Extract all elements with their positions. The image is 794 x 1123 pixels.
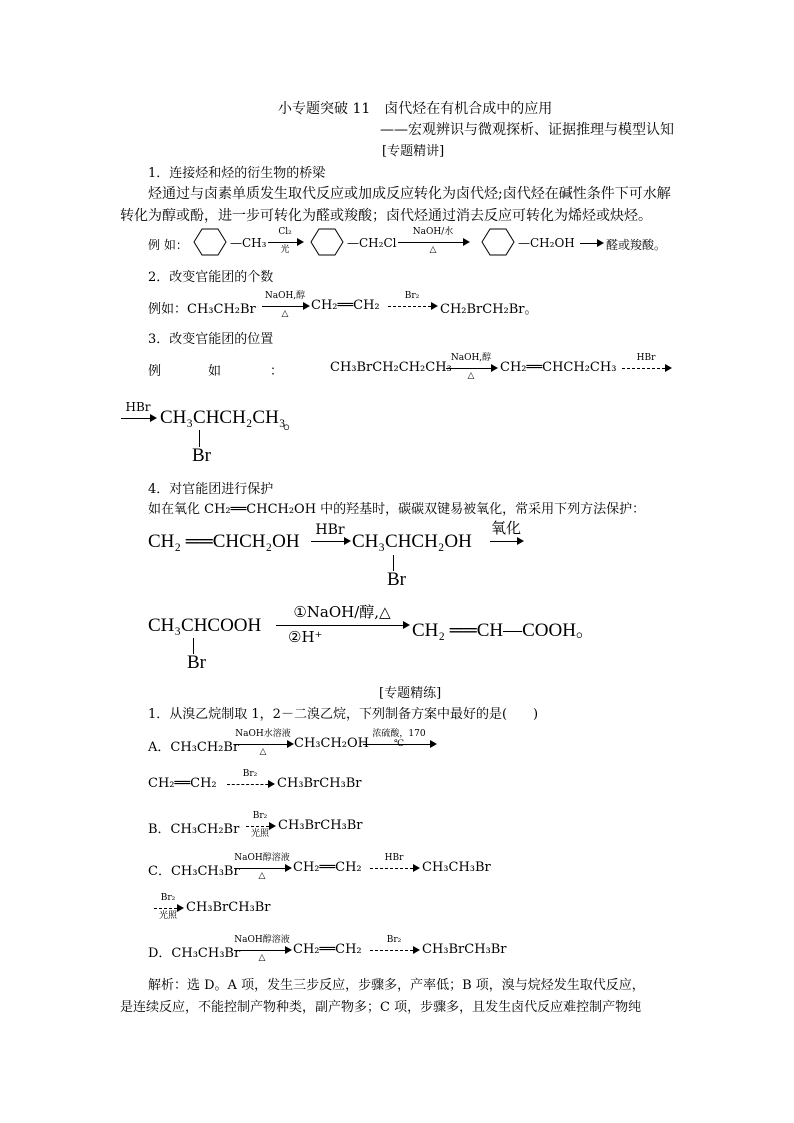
hydroxymethyl-group: —CH₂OH xyxy=(518,236,575,250)
option-c-ethene: CH₂══CH₂ xyxy=(293,860,362,875)
aldehyde-acid-text: 醛或羧酸。 xyxy=(606,238,667,252)
example-label-1: 例 如： xyxy=(148,238,188,252)
s2-ethene: CH₂══CH₂ xyxy=(311,298,380,313)
heading-3: 3．改变官能团的位置 xyxy=(148,332,274,347)
benzene-ring-1 xyxy=(188,227,232,257)
chloromethyl-group: —CH₂Cl xyxy=(347,236,397,250)
benzene-ring-2 xyxy=(305,227,349,257)
page-title: 小专题突破 11 卤代烃在有机合成中的应用 xyxy=(278,101,553,117)
answer-line-1: 解析：选 D。A 项，发生三步反应，步骤多，产率低；B 项，溴与烷烃发生取代反应， xyxy=(148,978,645,993)
option-b-product: CH₃BrCH₃Br xyxy=(278,818,363,833)
option-d-start: D．CH₃CH₃Br xyxy=(148,946,241,961)
question-1: 1．从溴乙烷制取 1，2－二溴乙烷，下列制备方案中最好的是( ) xyxy=(148,707,539,722)
option-d-ethene: CH₂══CH₂ xyxy=(293,942,362,957)
option-c-product: CH₃BrCH₃Br xyxy=(186,900,271,915)
paragraph-1-line1: 烃通过与卤素单质发生取代反应或加成反应转化为卤代烃;卤代烃在碱性条件下可水解 xyxy=(148,186,671,202)
s4-bromo-acid: CH₃CHCOOH xyxy=(148,615,262,636)
option-a-start: A．CH₃CH₂Br xyxy=(148,740,240,755)
option-b-start: B．CH₃CH₂Br xyxy=(148,822,240,837)
option-a-ethene: CH₂══CH₂ xyxy=(148,776,217,791)
heading-4: 4．对官能团进行保护 xyxy=(148,482,274,497)
s4-bromo-alcohol: CH₃CHCH₂OH xyxy=(352,531,472,552)
page-subtitle: ——宏观辨识与微观探析、证据推理与模型认知 xyxy=(380,122,674,138)
benzene-ring-3 xyxy=(476,227,520,257)
paragraph-1-line2: 转化为醇或酚，进一步可转化为醛或羧酸；卤代烃通过消去反应可转化为烯烃或炔烃。 xyxy=(120,208,652,224)
s3-period: 。 xyxy=(283,412,303,433)
methyl-group: —CH₃ xyxy=(230,236,267,250)
s4-allyl-alcohol: CH₂ ══CHCH₂OH xyxy=(148,531,300,552)
option-a-product: CH₃BrCH₃Br xyxy=(277,776,362,791)
heading-1: 1．连接烃和烃的衍生物的桥梁 xyxy=(148,166,326,181)
heading-2: 2．改变官能团的个数 xyxy=(148,270,274,285)
s4-acrylic-acid: CH₂ ══CH—COOH。 xyxy=(412,620,595,641)
answer-line-2: 是连续反应，不能控制产物种类，副产物多；C 项，步骤多，且发生卤代反应难控制产物纯 xyxy=(120,1000,642,1015)
section-tag-lecture: [专题精讲] xyxy=(382,144,445,159)
s4-description: 如在氧化 CH₂══CHCH₂OH 中的羟基时，碳碳双键易被氧化，常采用下列方法保护： xyxy=(148,502,646,517)
s4-br-2: Br xyxy=(187,652,206,673)
section-tag-practice: [专题精练] xyxy=(379,686,442,701)
s4-br-1: Br xyxy=(387,569,406,590)
s3-ex-b: 如 xyxy=(208,364,222,379)
option-c-bromoethane: CH₃CH₃Br xyxy=(422,860,491,875)
s3-br-substituent: Br xyxy=(192,445,211,466)
s2-product: CH₂BrCH₂Br。 xyxy=(440,302,538,317)
option-d-product: CH₃BrCH₃Br xyxy=(422,942,507,957)
s2-reactant: 例如：CH₃CH₂Br xyxy=(148,302,256,317)
s3-product: CH₃CHCH₂CH₃ xyxy=(160,407,286,428)
option-a-ethanol: CH₃CH₂OH xyxy=(294,736,369,751)
s3-ex-a: 例 xyxy=(148,364,162,379)
s3-ex-c: ： xyxy=(270,364,284,379)
option-c-start: C．CH₃CH₃Br xyxy=(148,864,240,879)
s3-reactant: CH₃BrCH₂CH₂CH₃ xyxy=(330,360,452,375)
s3-butene: CH₂══CHCH₂CH₃ xyxy=(500,360,617,375)
